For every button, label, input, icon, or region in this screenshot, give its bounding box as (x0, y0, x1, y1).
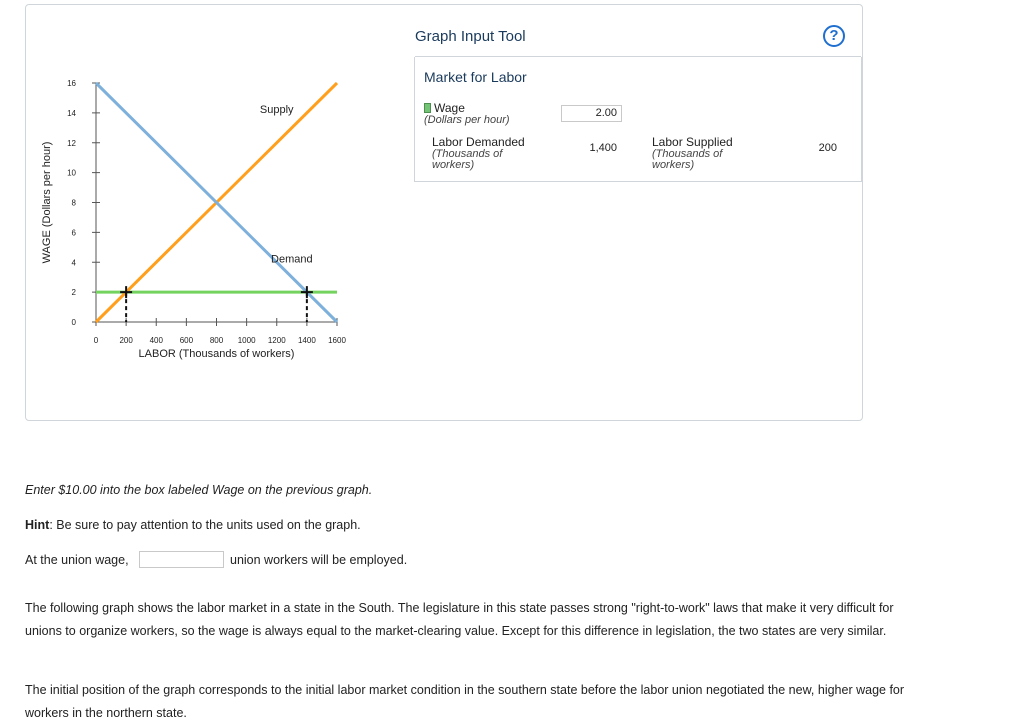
graph-input-tool-title: Graph Input Tool (415, 28, 526, 45)
supply-label: Supply (259, 103, 294, 116)
y-tick-label: 10 (67, 168, 76, 178)
x-tick-label: 800 (209, 336, 224, 345)
labor-market-chart[interactable] (26, 5, 406, 385)
labor-demanded-label-group (432, 136, 525, 171)
wage-swatch-icon (424, 103, 431, 113)
wage-label: Wage (434, 101, 465, 115)
y-tick-label: 2 (71, 288, 76, 298)
x-tick-label: 400 (149, 336, 163, 345)
x-axis-label: LABOR (Thousands of workers) (138, 348, 295, 360)
union-wage-prefix: At the union wage, (25, 553, 129, 567)
x-tick-label: 1000 (237, 336, 256, 345)
hint-body: : Be sure to pay attention to the units used on the graph. (49, 518, 361, 532)
x-tick-label: 0 (93, 336, 99, 345)
y-tick-label: 6 (71, 228, 76, 238)
market-title: Market for Labor (424, 69, 527, 85)
wage-label-group (424, 102, 510, 126)
union-workers-input[interactable] (139, 551, 224, 568)
y-tick-label: 8 (71, 198, 76, 208)
labor-supplied-unit: (Thousands of workers) (652, 148, 723, 171)
x-tick-label: 600 (179, 336, 194, 345)
paragraph-initial-position: The initial position of the graph corresponds to the initial labor market condition in the southern state before the labor union negotiated the new, higher wage for workers in the northern state. (25, 683, 905, 720)
wage-input[interactable]: 2.00 (561, 105, 622, 122)
labor-supplied-label: Labor Supplied (652, 135, 733, 149)
instruction-text: Enter $10.00 into the box labeled Wage on the previous graph. (25, 483, 373, 497)
y-tick-label: 14 (67, 108, 76, 118)
y-tick-label: 4 (71, 258, 76, 268)
x-tick-label: 1600 (328, 336, 346, 345)
y-axis-label: WAGE (Dollars per hour) (41, 141, 53, 264)
y-tick-label: 16 (67, 79, 76, 88)
help-icon[interactable]: ? (823, 25, 845, 47)
labor-demanded-label: Labor Demanded (432, 135, 525, 149)
demand-label: Demand (271, 253, 313, 266)
market-for-labor-box (414, 57, 862, 182)
graph-panel (25, 4, 863, 421)
labor-demanded-value: 1,400 (561, 140, 622, 157)
labor-demanded-unit: (Thousands of workers) (432, 148, 503, 171)
x-tick-label: 200 (119, 336, 133, 345)
labor-supplied-label-group (652, 136, 742, 171)
y-tick-label: 0 (71, 318, 76, 327)
hint-text (25, 518, 361, 532)
labor-supplied-value: 200 (781, 140, 842, 157)
paragraph-south-state: The following graph shows the labor market in a state in the South. The legislature in this state passes strong "right-to-work" laws that make it very difficult for unions to organize workers, so the wage is always equal to the market-clearing value. Except for this difference in legislation, the two states are very similar. (25, 601, 894, 638)
x-tick-label: 1200 (267, 336, 286, 345)
x-tick-label: 1400 (297, 336, 316, 345)
y-tick-label: 12 (67, 138, 76, 148)
union-wage-suffix: union workers will be employed. (230, 553, 408, 567)
hint-bold: Hint (25, 518, 50, 532)
wage-unit: (Dollars per hour) (424, 114, 510, 126)
